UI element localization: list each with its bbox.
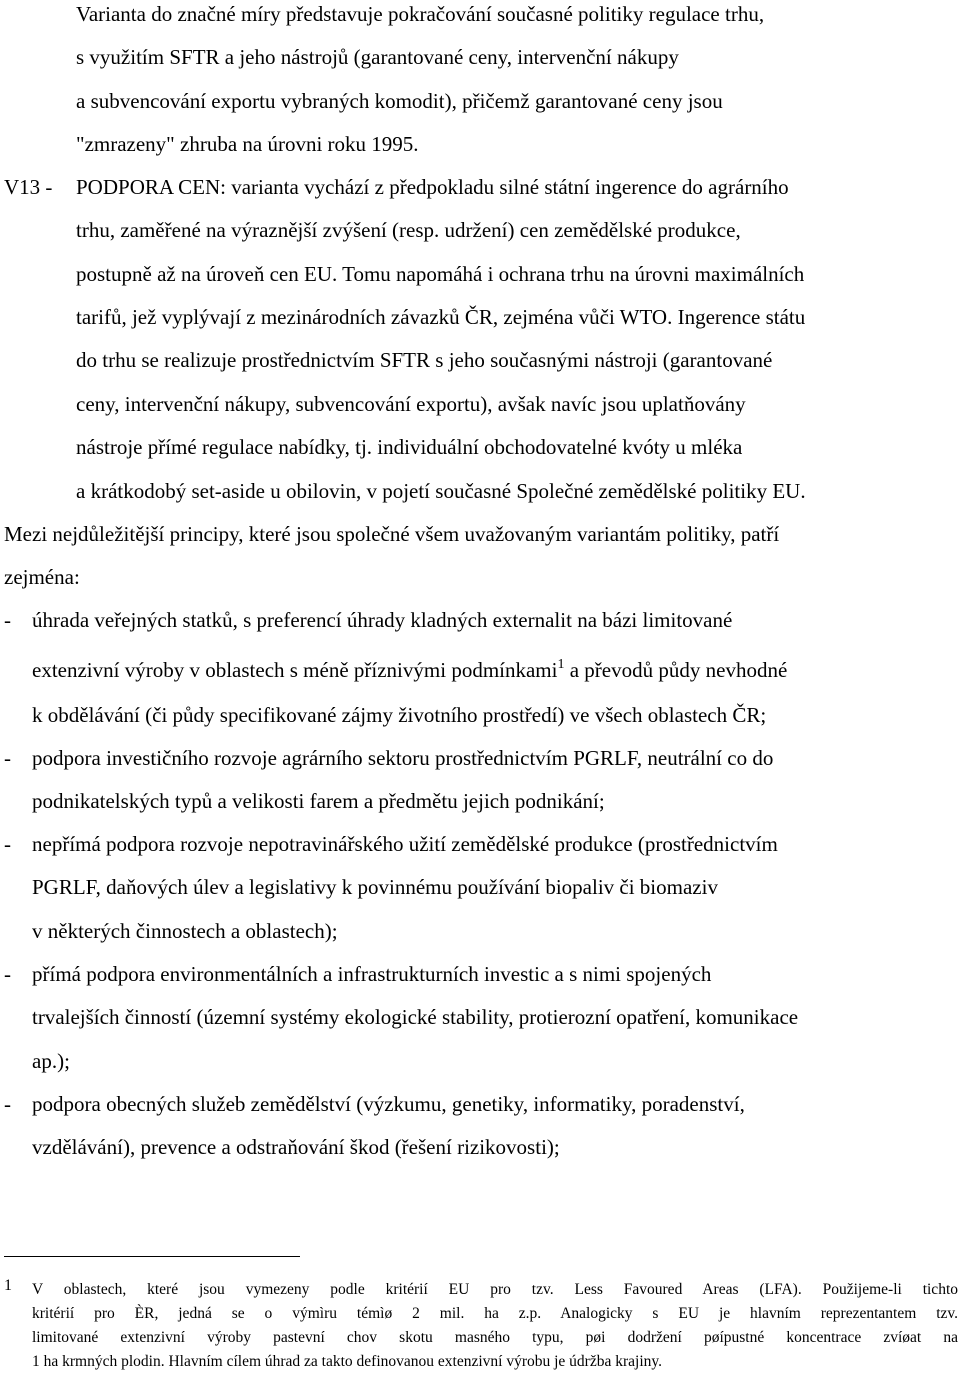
bullet-3-line-1: nepřímá podpora rozvoje nepotravinářského užití zemědělské produkce (prostřednictvím bbox=[32, 832, 778, 856]
bullet-3-line-2: PGRLF, daňových úlev a legislativy k povinnému používání biopaliv či biomaziv bbox=[32, 875, 718, 899]
bullet-1-line-2 bbox=[32, 657, 787, 687]
bullet-1-line-1: úhrada veřejných statků, s preferencí úhrady kladných externalit na bázi limitované bbox=[32, 608, 733, 632]
bullet-1-line-2a: extenzivní výroby v oblastech s méně příznivými podmínkami bbox=[32, 658, 558, 682]
bullet-3-line-3: v některých činnostech a oblastech); bbox=[32, 919, 338, 943]
bullet-2-line-1: podpora investičního rozvoje agrárního sektoru prostřednictvím PGRLF, neutrální co do bbox=[32, 746, 774, 770]
bullet-4-line-3: ap.); bbox=[32, 1049, 70, 1073]
bullet-dash: - bbox=[4, 832, 11, 856]
bullet-dash: - bbox=[4, 962, 11, 986]
v13-line-5: do trhu se realizuje prostřednictvím SFTR s jeho současnými nástroji (garantované bbox=[76, 348, 773, 372]
footnote-separator bbox=[4, 1256, 300, 1257]
intro-line-3: a subvencování exportu vybraných komodit), přičemž garantované ceny jsou bbox=[76, 89, 723, 113]
v13-line-8: a krátkodobý set-aside u obilovin, v pojetí současné Společné zemědělské politiky EU. bbox=[76, 479, 806, 503]
footnote-number: 1 bbox=[4, 1277, 12, 1294]
footnote-line-3: limitované extenzivní výroby pastevní chov skotu masného typu, pøi dodržení pøípustné koncentrace zvíøat na bbox=[32, 1329, 958, 1346]
principles-line-2: zejména: bbox=[4, 565, 80, 589]
intro-line-4: "zmrazeny" zhruba na úrovni roku 1995. bbox=[76, 132, 419, 156]
bullet-4-line-2: trvalejších činností (územní systémy ekologické stability, protierozní opatření, komunikace bbox=[32, 1005, 799, 1029]
footnote-line-1: V oblastech, které jsou vymezeny podle kritérií EU pro tzv. Less Favoured Areas (LFA). Použijeme-li tichto bbox=[32, 1281, 958, 1298]
bullet-dash: - bbox=[4, 608, 11, 632]
v13-line-2: trhu, zaměřené na výraznější zvýšení (resp. udržení) cen zemědělské produkce, bbox=[76, 218, 741, 242]
v13-line-3: postupně až na úroveň cen EU. Tomu napomáhá i ochrana trhu na úrovni maximálních bbox=[76, 262, 805, 286]
bullet-2-line-2: podnikatelských typů a velikosti farem a předmětu jejich podnikání; bbox=[32, 789, 605, 813]
bullet-5-line-2: vzdělávání), prevence a odstraňování škod (řešení rizikovosti); bbox=[32, 1135, 560, 1159]
bullet-5-line-1: podpora obecných služeb zemědělství (výzkumu, genetiky, informatiky, poradenství, bbox=[32, 1092, 745, 1116]
bullet-4-line-1: přímá podpora environmentálních a infrastrukturních investic a s nimi spojených bbox=[32, 962, 712, 986]
principles-line-1: Mezi nejdůležitější principy, které jsou společné všem uvažovaným variantám politiky, patří bbox=[4, 522, 780, 546]
footnote-line-4: 1 ha krmných plodin. Hlavním cílem úhrad za takto definovanou extenzivní výrobu je údržba krajiny. bbox=[32, 1353, 663, 1370]
v13-label: V13 - bbox=[4, 175, 53, 199]
bullet-1-line-2b: a převodů půdy nevhodné bbox=[564, 658, 788, 682]
v13-line-7: nástroje přímé regulace nabídky, tj. individuální obchodovatelné kvóty u mléka bbox=[76, 435, 743, 459]
footnote-reference[interactable]: 1 bbox=[557, 657, 565, 672]
footnote-line-2: kritérií pro ÈR, jedná se o výmìru témìø 2 mil. ha z.p. Analogicky s EU je hlavním reprezentantem tzv. bbox=[32, 1305, 958, 1322]
bullet-1-line-3: k obdělávání (či půdy specifikované zájmy životního prostředí) ve všech oblastech ČR; bbox=[32, 703, 767, 727]
bullet-dash: - bbox=[4, 1092, 11, 1116]
v13-line-1: PODPORA CEN: varianta vychází z předpokladu silné státní ingerence do agrárního bbox=[76, 175, 789, 199]
intro-line-2: s využitím SFTR a jeho nástrojů (garantované ceny, intervenční nákupy bbox=[76, 45, 679, 69]
v13-line-4: tarifů, jež vyplývají z mezinárodních závazků ČR, zejména vůči WTO. Ingerence státu bbox=[76, 305, 806, 329]
bullet-dash: - bbox=[4, 746, 11, 770]
intro-line-1: Varianta do značné míry představuje pokračování současné politiky regulace trhu, bbox=[76, 2, 765, 26]
v13-line-6: ceny, intervenční nákupy, subvencování exportu), avšak navíc jsou uplatňovány bbox=[76, 392, 746, 416]
